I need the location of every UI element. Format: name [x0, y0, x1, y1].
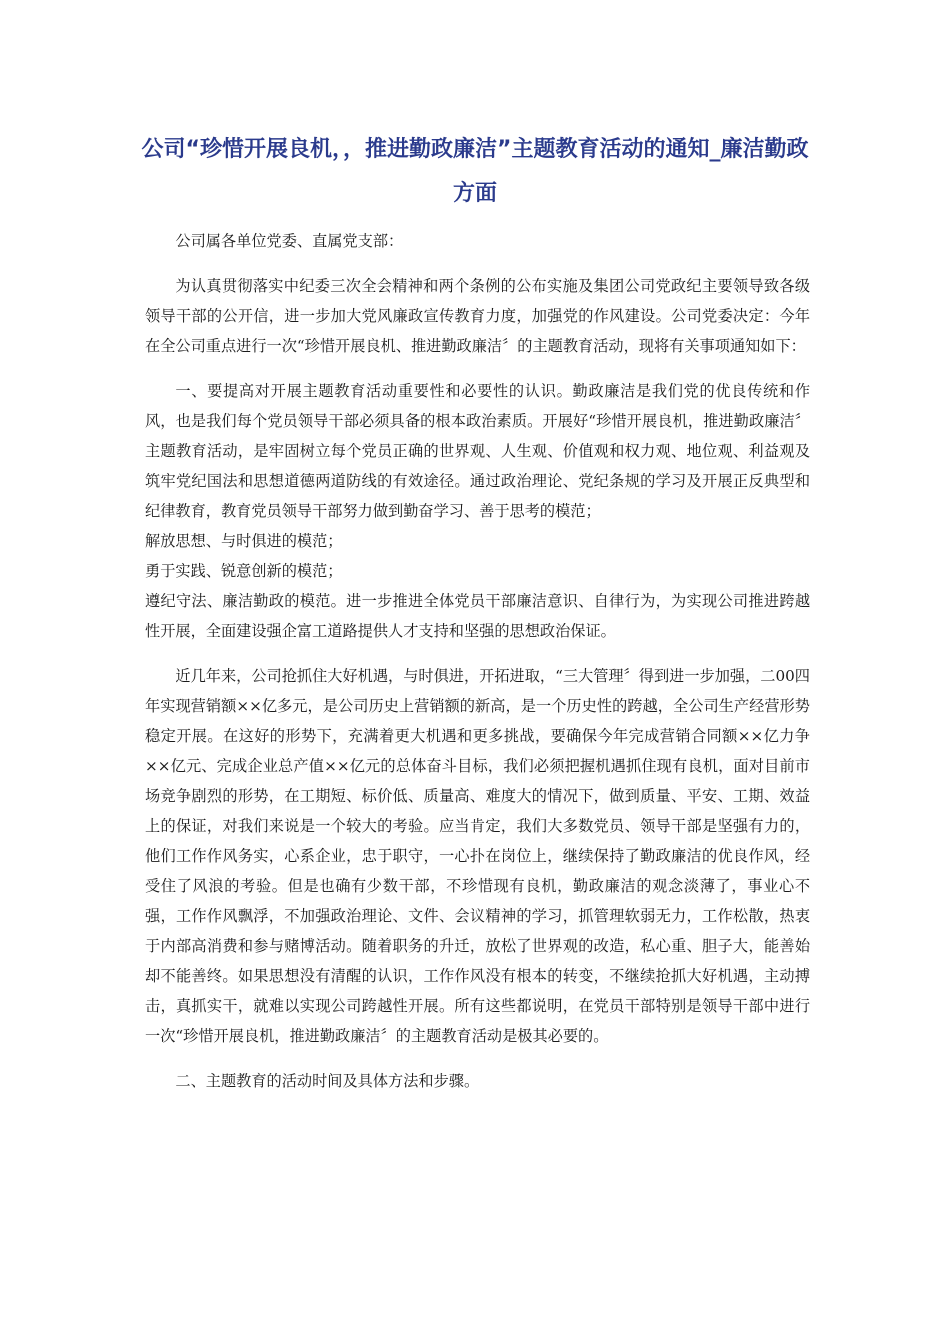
- model-line-a: 解放思想、与时俱进的模范；: [145, 532, 343, 550]
- salutation: 公司属各单位党委、直属党支部：: [175, 232, 404, 250]
- model-line-c: 遵纪守法、廉洁勤政的模范。进一步推进全体党员干部廉洁意识、自律行为，为实现公司推进跨越性开展，全面建设强企富工道路提供人才支持和坚强的思想政治保证。: [145, 592, 810, 640]
- document-title: 公司“珍惜开展良机，，推进勤政廉洁”主题教育活动的通知_廉洁勤政方面: [141, 137, 809, 206]
- document-body: [145, 226, 810, 1111]
- section-one-paragraph: 一、要提高对开展主题教育活动重要性和必要性的认识。勤政廉洁是我们党的优良传统和作风，也是我们每个党员领导干部必须具备的根本政治素质。开展好“珍惜开展良机，推进勤政廉洁〞主题教育活动，是牢固树立每个党员正确的世界观、人生观、价值观和权力观、地位观、利益观及筑牢党纪国法和思想道德两道防线的有效途径。通过政治理论、党纪条规的学习及开展正反典型和纪律教育，教育党员领导干部努力做到勤奋学习、善于思考的模范；: [145, 382, 810, 520]
- intro-paragraph: 为认真贯彻落实中纪委三次全会精神和两个条例的公布实施及集团公司党政纪主要领导致各级领导干部的公开信，进一步加大党风廉政宣传教育力度，加强党的作风建设。公司党委决定：今年在全公司重点进行一次“珍惜开展良机、推进勤政廉洁〞的主题教育活动，现将有关事项通知如下：: [145, 277, 810, 355]
- background-paragraph: 近几年来，公司抢抓住大好机遇，与时俱进，开拓进取，“三大管理〞得到进一步加强，二00四年实现营销额××亿多元，是公司历史上营销额的新高，是一个历史性的跨越，全公司生产经营形势稳定开展。在这好的形势下，充满着更大机遇和更多挑战，要确保今年完成营销合同额××亿力争××亿元、完成企业总产值××亿元的总体奋斗目标，我们必须把握机遇抓住现有良机，面对目前市场竞争剧烈的形势，在工期短、标价低、质量高、难度大的情况下，做到质量、平安、工期、效益上的保证，对我们来说是一个较大的考验。应当肯定，我们大多数党员、领导干部是坚强有力的，他们工作作风务实，心系企业，忠于职守，一心扑在岗位上，继续保持了勤政廉洁的优良作风，经受住了风浪的考验。但是也确有少数干部，不珍惜现有良机，勤政廉洁的观念淡薄了，事业心不强，工作作风飘浮，不加强政治理论、文件、会议精神的学习，抓管理软弱无力，工作松散，热衷于内部高消费和参与赌博活动。随着职务的升迁，放松了世界观的改造，私心重、胆子大，能善始却不能善终。如果思想没有清醒的认识，工作作风没有根本的转变，不继续抢抓大好机遇，主动搏击，真抓实干，就难以实现公司跨越性开展。所有这些都说明，在党员干部特别是领导干部中进行一次“珍惜开展良机，推进勤政廉洁〞的主题教育活动是极其必要的。: [145, 667, 810, 1045]
- section-two-heading: 二、主题教育的活动时间及具体方法和步骤。: [175, 1072, 480, 1090]
- model-line-b: 勇于实践、锐意创新的模范；: [145, 562, 343, 580]
